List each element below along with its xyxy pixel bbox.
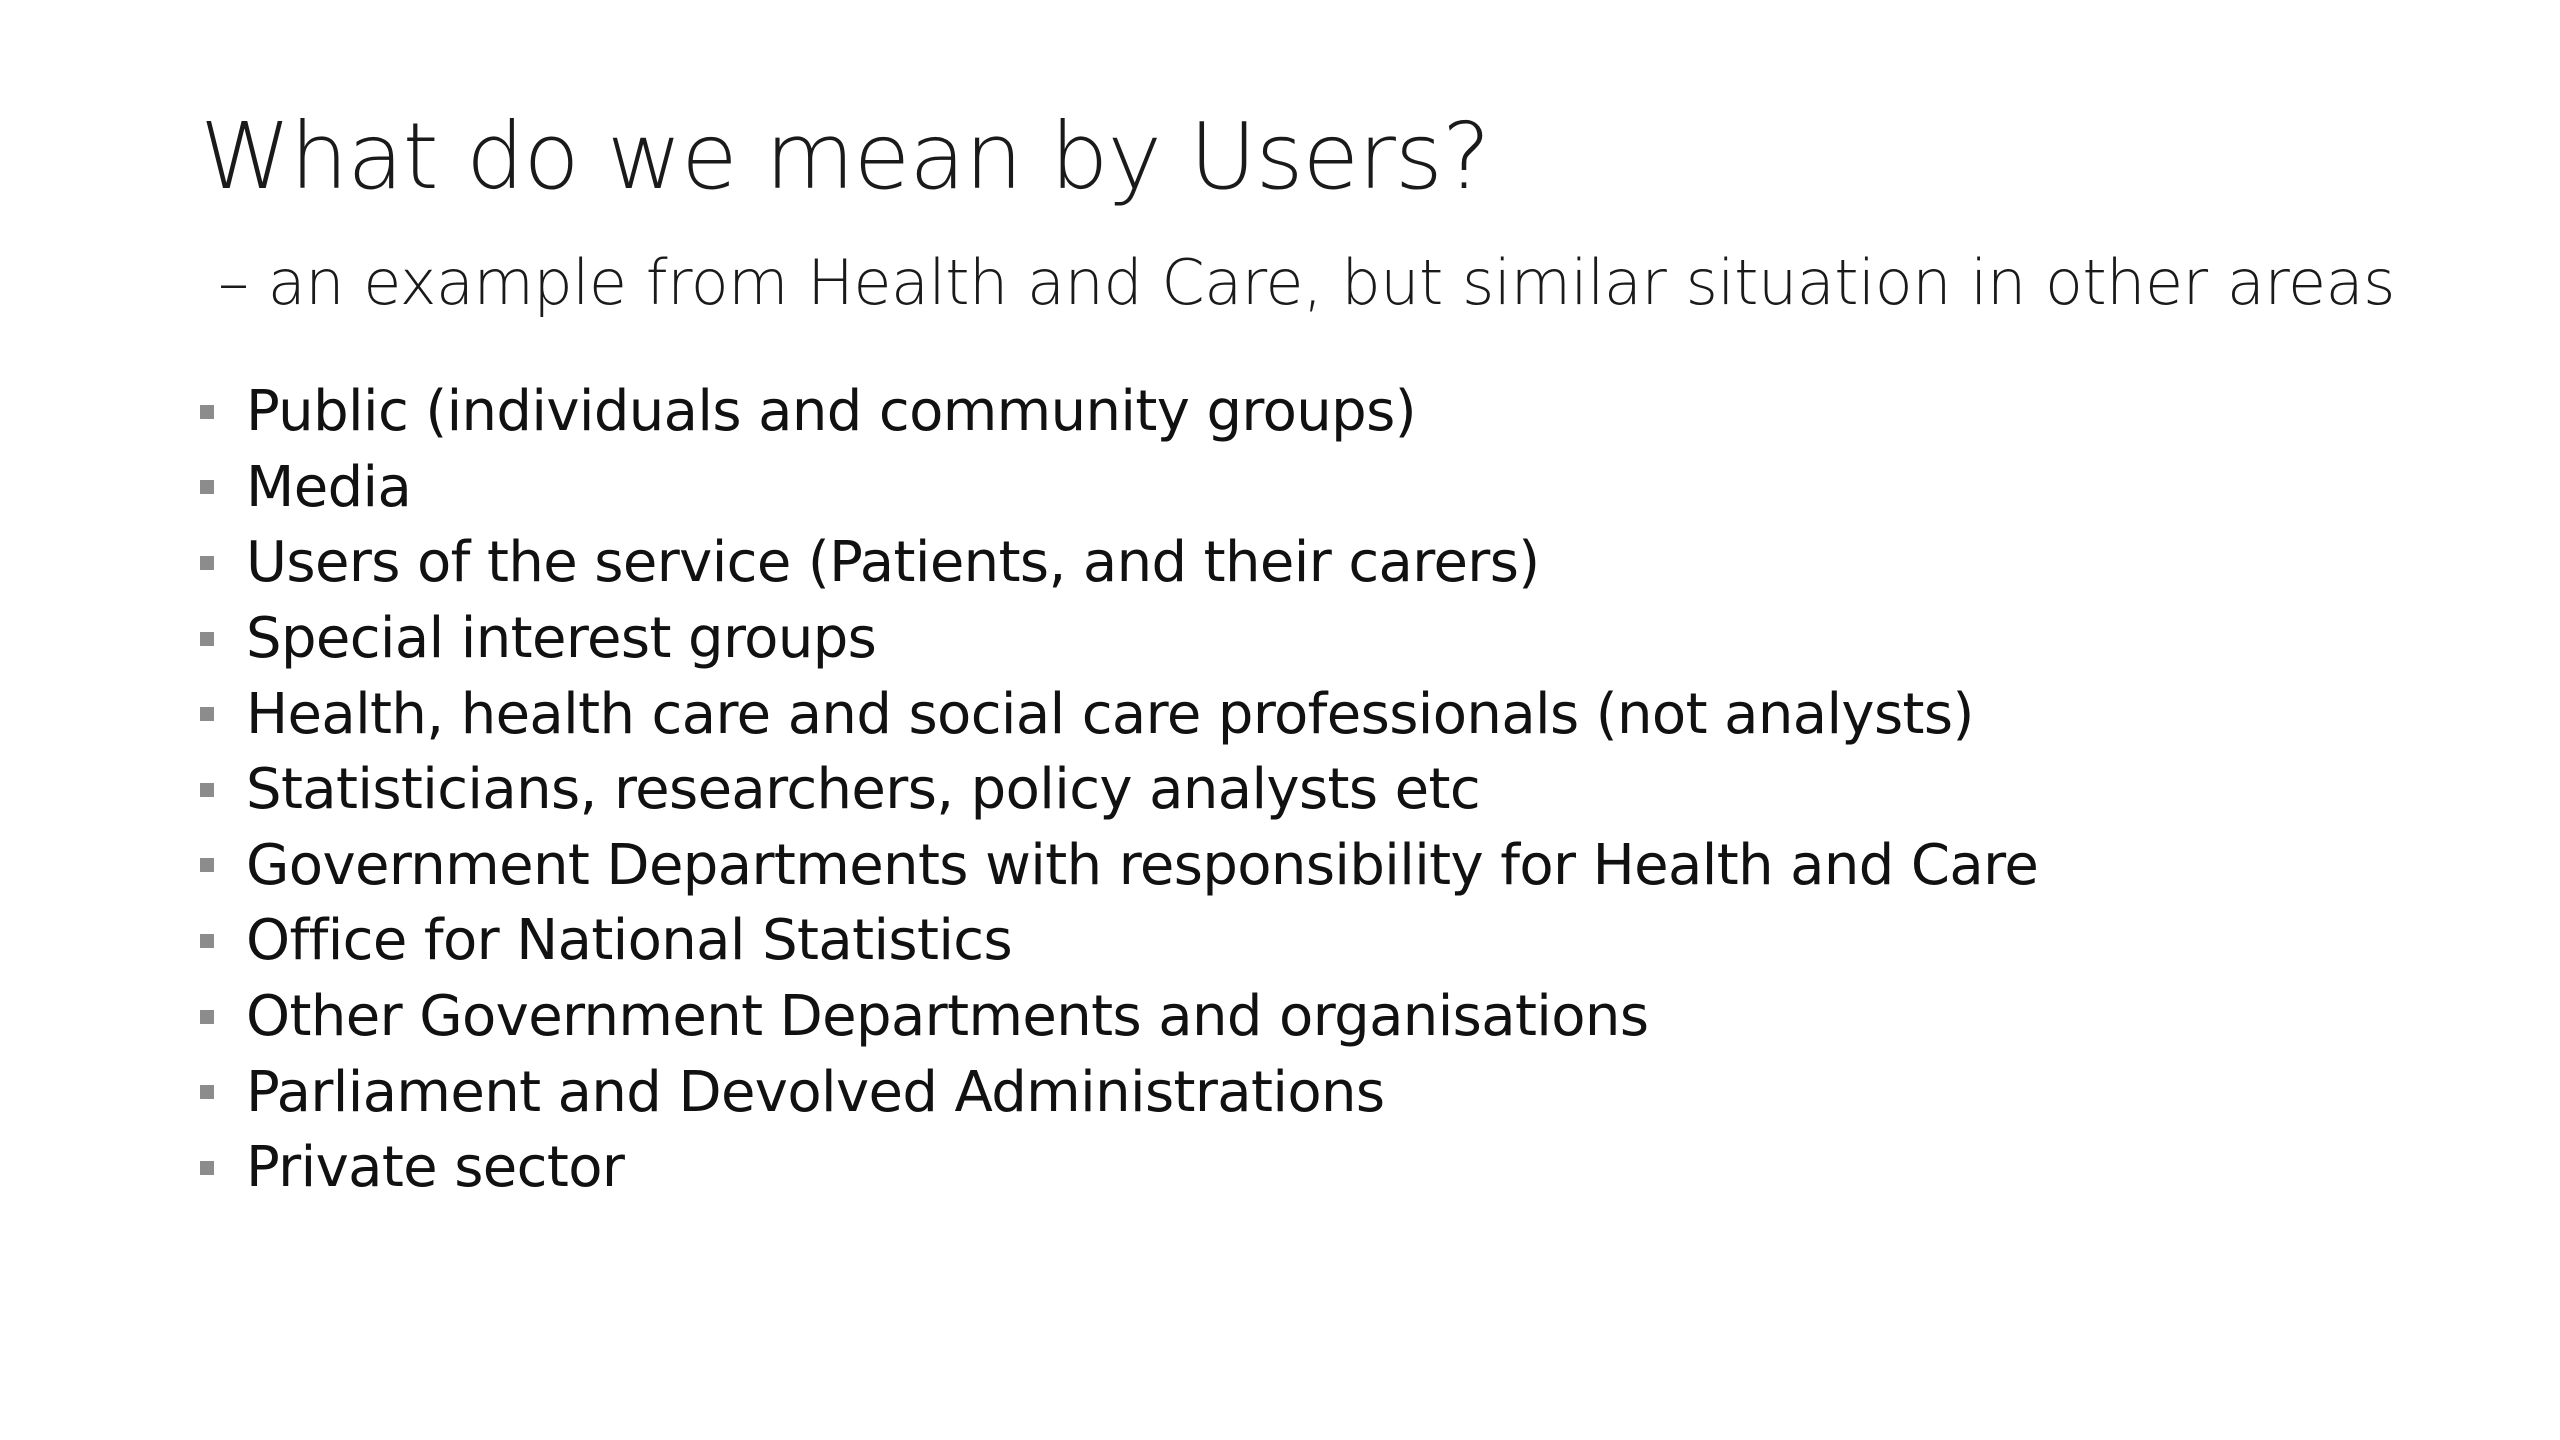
square-bullet-icon bbox=[200, 1010, 214, 1024]
bullet-text: Public (individuals and community groups) bbox=[246, 379, 1416, 445]
slide-subtitle: – an example from Health and Care, but similar situation in other areas bbox=[218, 246, 2395, 319]
square-bullet-icon bbox=[200, 556, 214, 570]
square-bullet-icon bbox=[200, 632, 214, 646]
bullet-item bbox=[200, 450, 2038, 526]
square-bullet-icon bbox=[200, 707, 214, 721]
square-bullet-icon bbox=[200, 1161, 214, 1175]
bullet-item bbox=[200, 374, 2038, 450]
square-bullet-icon bbox=[200, 858, 214, 872]
bullet-text: Statisticians, researchers, policy analysts etc bbox=[246, 757, 1481, 823]
bullet-item bbox=[200, 979, 2038, 1055]
bullet-text: Health, health care and social care professionals (not analysts) bbox=[246, 681, 1974, 747]
square-bullet-icon bbox=[200, 480, 214, 494]
bullet-item bbox=[200, 828, 2038, 904]
bullet-list bbox=[200, 374, 2038, 1206]
square-bullet-icon bbox=[200, 405, 214, 419]
bullet-text: Office for National Statistics bbox=[246, 908, 1013, 974]
bullet-item bbox=[200, 601, 2038, 677]
bullet-item bbox=[200, 1054, 2038, 1130]
bullet-text: Media bbox=[246, 454, 412, 520]
square-bullet-icon bbox=[200, 783, 214, 797]
bullet-text: Special interest groups bbox=[246, 606, 877, 672]
bullet-text: Government Departments with responsibility for Health and Care bbox=[246, 832, 2039, 898]
bullet-item bbox=[200, 525, 2038, 601]
bullet-text: Parliament and Devolved Administrations bbox=[246, 1059, 1385, 1125]
bullet-text: Private sector bbox=[246, 1135, 625, 1201]
bullet-text: Users of the service (Patients, and their carers) bbox=[246, 530, 1540, 596]
bullet-item bbox=[200, 903, 2038, 979]
slide-title: What do we mean by Users? bbox=[200, 103, 1490, 210]
square-bullet-icon bbox=[200, 1085, 214, 1099]
bullet-item bbox=[200, 1130, 2038, 1206]
bullet-item bbox=[200, 676, 2038, 752]
bullet-item bbox=[200, 752, 2038, 828]
square-bullet-icon bbox=[200, 934, 214, 948]
bullet-text: Other Government Departments and organisations bbox=[246, 984, 1649, 1050]
